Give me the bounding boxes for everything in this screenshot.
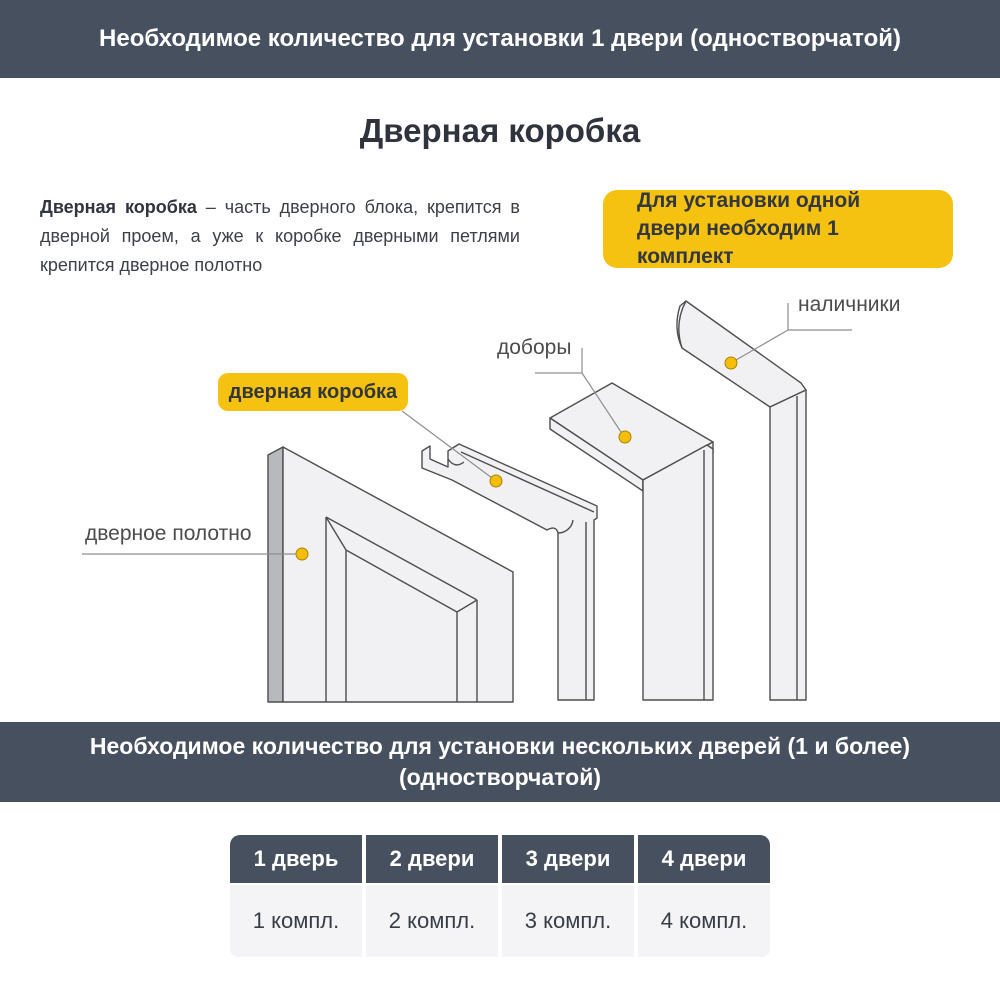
label-door-leaf: дверное полотно [85, 522, 252, 545]
marker-extensions [619, 431, 631, 443]
description-lead: Дверная коробка [40, 197, 197, 217]
marker-door-frame [490, 475, 502, 487]
marker-door-leaf [296, 548, 308, 560]
kits-table-value-row [230, 885, 770, 957]
kits-table-header-row [230, 835, 770, 883]
kits-table-header: 2 двери [366, 835, 498, 883]
kits-table-value: 2 компл. [366, 885, 498, 957]
kits-table-value: 1 компл. [230, 885, 362, 957]
page-title: Дверная коробка [359, 112, 641, 149]
description-rest: – часть дверного блока, крепится в дверной проем, а уже к коробке дверными петлями крепится дверное полотно [40, 197, 520, 275]
marker-casings [725, 357, 737, 369]
label-door-frame: дверная коробка [218, 373, 408, 411]
kits-table-header: 3 двери [502, 835, 634, 883]
kits-table-header: 4 двери [638, 835, 770, 883]
kits-table-value: 3 компл. [502, 885, 634, 957]
label-casings: наличники [798, 293, 901, 316]
bottom-banner-line2: (одностворчатой) [398, 764, 601, 790]
label-extensions: доборы [497, 336, 572, 359]
kits-table-header: 1 дверь [230, 835, 362, 883]
kits-table-value: 4 компл. [638, 885, 770, 957]
description-paragraph [40, 193, 520, 280]
top-banner [0, 0, 1000, 78]
info-badge [603, 190, 953, 268]
bottom-banner [0, 722, 1000, 802]
info-badge-text: Для установки одной двери необходим 1 комплект [637, 189, 861, 268]
bottom-banner-line1: Необходимое количество для установки нескольких дверей (1 и более) [89, 733, 911, 759]
top-banner-text: Необходимое количество для установки 1 двери (одностворчатой) [99, 25, 901, 52]
kits-table [230, 835, 770, 957]
